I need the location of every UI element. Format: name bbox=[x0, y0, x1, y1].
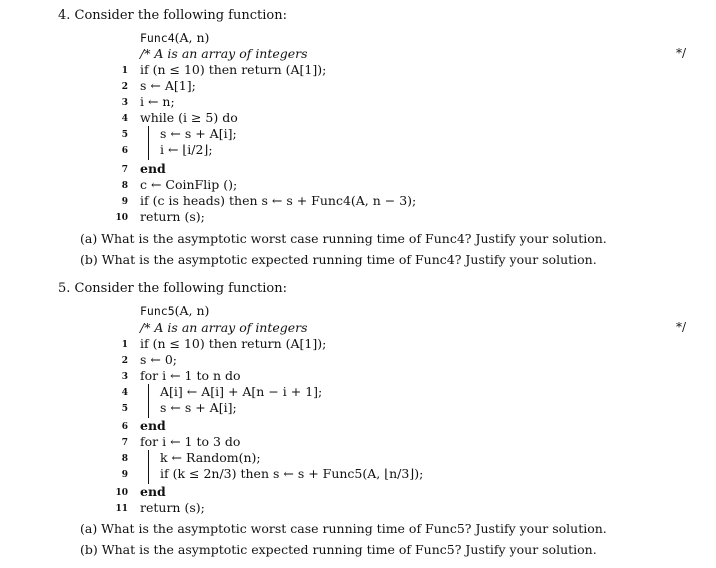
func5-line: if (n ≤ 10) then return (A[1]); bbox=[140, 336, 327, 351]
func5-line-number: 4 bbox=[121, 388, 128, 398]
func5-line: for i ← 1 to 3 do bbox=[140, 434, 241, 449]
func5-for-block-bar bbox=[148, 384, 149, 418]
func4-line-number: 7 bbox=[121, 165, 128, 175]
func5-line: A[i] ← A[i] + A[n − i + 1]; bbox=[160, 384, 323, 399]
func4-line: c ← CoinFlip (); bbox=[140, 177, 238, 192]
func5-line-number: 7 bbox=[121, 438, 128, 448]
func5-signature bbox=[140, 303, 209, 318]
func5-line: k ← Random(n); bbox=[160, 450, 261, 465]
problem-5-question-b: (b) What is the asymptotic expected running time of Func5? Justify your solution. bbox=[80, 542, 597, 557]
func5-line: return (s); bbox=[140, 500, 205, 515]
func5-line: if (k ≤ 2n/3) then s ← s + Func5(A, ⌊n/3⌋); bbox=[160, 466, 424, 481]
func5-line: s ← 0; bbox=[140, 352, 177, 367]
func4-line: if (c is heads) then s ← s + Func4(A, n − 3); bbox=[140, 193, 417, 208]
func4-line: s ← A[1]; bbox=[140, 78, 196, 93]
func4-line: return (s); bbox=[140, 209, 205, 224]
func5-line: for i ← 1 to n do bbox=[140, 368, 241, 383]
func4-line-number: 9 bbox=[121, 197, 128, 207]
func5-line-number: 5 bbox=[121, 404, 128, 414]
problem-4-heading: 4. Consider the following function: bbox=[58, 8, 287, 23]
func5-line-number: 10 bbox=[115, 488, 128, 498]
func5-comment: /* A is an array of integers bbox=[140, 320, 308, 335]
func4-line: end bbox=[140, 161, 166, 176]
func4-comment: /* A is an array of integers bbox=[140, 46, 308, 61]
func4-name: Func4 bbox=[140, 31, 175, 45]
problem-4-question-b: (b) What is the asymptotic expected running time of Func4? Justify your solution. bbox=[80, 252, 597, 267]
func5-comment-close: */ bbox=[676, 320, 687, 334]
func5-line-number: 6 bbox=[121, 422, 128, 432]
func4-comment-close: */ bbox=[676, 46, 687, 60]
func4-line-number: 6 bbox=[121, 146, 128, 156]
func4-signature bbox=[140, 30, 209, 45]
func5-line-number: 1 bbox=[121, 340, 128, 350]
problem-5-question-a: (a) What is the asymptotic worst case running time of Func5? Justify your solution. bbox=[80, 521, 607, 536]
func4-line-number: 8 bbox=[121, 181, 128, 191]
func4-line-number: 4 bbox=[121, 114, 128, 124]
func5-line-number: 8 bbox=[121, 454, 128, 464]
func4-line-number: 5 bbox=[121, 130, 128, 140]
func5-line-number: 9 bbox=[121, 470, 128, 480]
func4-args: (A, n) bbox=[174, 30, 210, 45]
func5-line-number: 11 bbox=[115, 504, 128, 514]
func4-line-number: 10 bbox=[115, 213, 128, 223]
func4-line: i ← ⌊i/2⌋; bbox=[160, 142, 213, 157]
func4-line: while (i ≥ 5) do bbox=[140, 110, 238, 125]
func5-for-block-bar bbox=[148, 450, 149, 484]
func4-line: if (n ≤ 10) then return (A[1]); bbox=[140, 62, 327, 77]
func4-line: i ← n; bbox=[140, 94, 175, 109]
func4-line-number: 1 bbox=[121, 66, 128, 76]
func4-line-number: 3 bbox=[121, 98, 128, 108]
problem-5-heading: 5. Consider the following function: bbox=[58, 281, 287, 296]
func5-line: end bbox=[140, 484, 166, 499]
func5-args: (A, n) bbox=[174, 303, 210, 318]
func5-line-number: 3 bbox=[121, 372, 128, 382]
func5-line: end bbox=[140, 418, 166, 433]
func4-while-block-bar bbox=[148, 126, 149, 160]
problem-4-question-a: (a) What is the asymptotic worst case running time of Func4? Justify your solution. bbox=[80, 231, 607, 246]
func5-name: Func5 bbox=[140, 304, 175, 318]
func4-line-number: 2 bbox=[121, 82, 128, 92]
func4-line: s ← s + A[i]; bbox=[160, 126, 237, 141]
func5-line-number: 2 bbox=[121, 356, 128, 366]
func5-line: s ← s + A[i]; bbox=[160, 400, 237, 415]
